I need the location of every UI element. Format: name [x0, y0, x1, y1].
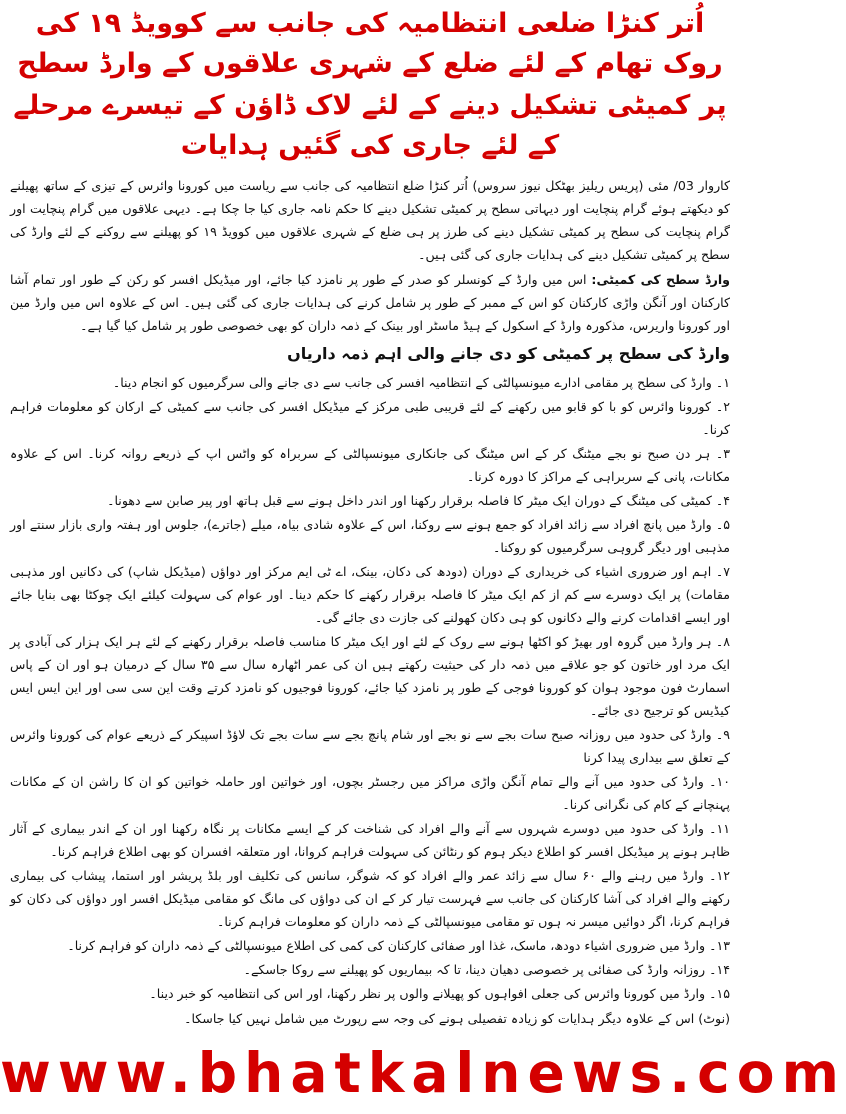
responsibilities-heading: وارڈ کی سطح پر کمیٹی کو دی جانے والی اہم ذمہ داریاں: [287, 344, 730, 363]
article-body: [10, 174, 730, 1030]
responsibility-item: ۷۔ اہم اور ضروری اشیاء کی خریداری کے دوران (دودھ کی دکان، بینک، اے ٹی ایم مرکز اور دواؤں (میڈیکل شاپ) کی دکانیں اور مذہبی مقامات) پر ایک دوسرے سے کم از کم ایک میٹر کا فاصلہ برقرار رکھنے کا حکم دینا۔ اور عوام کی سہولت کیلئے ایک چوکٹا بھی بنایا جائے اور ایسے اقدامات کرنے والے دکانوں کو ہی دکان کھولنے کی جازت دی جائے گی۔: [10, 564, 730, 625]
responsibility-item: ۳۔ ہر دن صبح نو بجے میٹنگ کر کے اس میٹنگ کی جانکاری میونسپالٹی کے سربراہ کو واٹس اپ کے ذریعے روانہ کرنا۔ اس کے علاوہ مکانات، پانی کے سربراہی کے مراکز کا دورہ کرنا۔: [10, 446, 730, 484]
responsibility-item: ۴۔ کمیٹی کی میٹنگ کے دوران ایک میٹر کا فاصلہ برقرار رکھنا اور اندر داخل ہونے سے قبل ہاتھ اور پیر صابن سے دھونا۔: [107, 493, 730, 508]
responsibility-item: ۹۔ وارڈ کی حدود میں روزانہ صبح سات بجے سے نو بجے اور شام پانچ بجے سے سات بجے تک لاؤڈ اسپیکر کے ذریعے عوام کی کورونا وائرس کے تعلق سے بیداری پیدا کرنا: [10, 727, 730, 765]
committee-text: اس میں وارڈ کے کونسلر کو صدر کے طور پر نامزد کیا جائے، اور میڈیکل افسر کو رکن کے طور اور تمام آشا کارکنان اور آنگن واڑی کارکنان کو اس کے ممبر کے طور پر شامل کرنے کی ہدایات جاری کی گئی ہیں۔ اس کے علاوہ اس میں وارڈ مین اور کورونا واریرس، مذکورہ وارڈ کے اسکول کے ہیڈ ماسٹر اور بینک کے ذمہ داران کو بھی خصوصی طور پر شامل کیا گیا ہے۔: [10, 272, 730, 333]
responsibility-item: ۲۔ کورونا وائرس کو با کو قابو میں رکھنے کے لئے قریبی طبی مرکز کے میڈیکل افسر کی جانب سے کمیٹی کے ارکان کو معلومات فراہم کرنا۔: [10, 399, 730, 437]
committee-label: وارڈ سطح کی کمیٹی:: [591, 272, 731, 287]
headline-line-1: اُتر کنڑا ضلعی انتظامیہ کی جانب سے کوویڈ ۱۹ کی روک تھام کے لئے ضلع کے شہری علاقوں کے وارڈ سطح: [17, 8, 723, 79]
note-paragraph: (نوٹ) اس کے علاوہ دیگر ہدایات کو زیادہ تفصیلی ہونے کی وجہ سے رپورٹ میں شامل نہیں کیا جاسکا۔: [184, 1011, 730, 1026]
headline-line-2: پر کمیٹی تشکیل دینے کے لئے لاک ڈاؤن کے تیسرے مرحلے کے لئے جاری کی گئیں ہدایات: [13, 90, 727, 161]
intro-paragraph: کاروار 03/ مئی (پریس ریلیز بھٹکل نیوز سروس) اُتر کنڑا ضلع انتظامیہ کی جانب سے ریاست میں کورونا وائرس کے تیزی کے ساتھ پھیلنے کو دیکھتے ہوئے گرام پنچایت اور دیہاتی سطح پر کمیٹی تشکیل دینے کا حکم نامہ جاری کیا جا چکا ہے۔ دیہی علاقوں میں گرام پنچایت اور گرام پنچایت کی سطح پر کمیٹی تشکیل دینے کی طرز پر ہی ضلع کے شہری علاقوں میں کوویڈ ۱۹ کو پھیلنے سے روکنے کے لئے وارڈ کی سطح پر کمیٹی تشکیل دینے کی ہدایات جاری کی گئی ہیں۔: [10, 178, 730, 262]
responsibility-item: ۱۲۔ وارڈ میں رہنے والے ۶۰ سال سے زائد عمر والے افراد کو کہ شوگر، سانس کی تکلیف اور بلڈ پریشر اور استما، پیشاب کی بیماری رکھنے والے افراد کی آشا کارکنان کی جانب سے فہرست تیار کر کے ان کی دواؤں کی مانگ کو مقامی میڈیکل افسر اور دواؤں کی دکان کو فراہم کرنا، اگر دوائیں میسر نہ ہوں تو مقامی میونسپالٹی کے ذمہ داران کو معلومات فراہم کرنا۔: [10, 868, 730, 929]
responsibility-item: ۱۱۔ وارڈ کی حدود میں دوسرے شہروں سے آنے والے افراد کی شناخت کر کے ایسے مکانات پر نگاہ رکھنا اور ان کے اندر بیماری کے آثار ظاہر ہونے پر میڈیکل افسر کو اطلاع دیکر ہوم کو رنٹائن کی سہولت فراہم کروانا، اور متعلقہ افسران کو بھی اطلاع فراہم کرنا۔: [10, 821, 730, 859]
website-footer: www.bhatkalnews.com: [0, 1041, 846, 1105]
responsibility-item: ۱۰۔ وارڈ کی حدود میں آنے والے تمام آنگن واڑی مراکز میں رجسٹر بچوں، اور خواتین اور حاملہ خواتین کو ان کا راشن ان کے مکانات پہنچانے کے کام کی نگرانی کرنا۔: [10, 774, 730, 812]
committee-paragraph: [10, 268, 730, 337]
responsibility-item: ۸۔ ہر وارڈ میں گروہ اور بھیڑ کو اکٹھا ہونے سے روک کے لئے اور ایک میٹر کا مناسب فاصلہ برقرار رکھنے کے لئے ہر ایک ہزار کی آبادی پر ایک مرد اور خاتون کو جو علاقے میں ذمہ دار کی حیثیت رکھتے ہیں ان کی عمر اٹھارہ سال سے ۳۵ سال کے درمیان ہو اور ان کے پاس اسمارٹ فون موجود ہوان کو کورونا فوجی کے طور پر نامزد کیا جائے، کورونا فوجیوں کو نامزد کرتے وقت این سی سی اور این ایس ایس کیڈیس کو ترجیح دی جائے۔: [10, 634, 730, 718]
responsibility-item: ۵۔ وارڈ میں پانچ افراد سے زائد افراد کو جمع ہونے سے روکنا، اس کے علاوہ شادی بیاہ، میلے (جاترے)، جلوس اور ہفتہ واری بازار سنتے اور مذہبی اور دیگر گروہی سرگرمیوں کو روکنا۔: [10, 517, 730, 555]
responsibility-item: ۱۔ وارڈ کی سطح پر مقامی ادارے میونسپالٹی کے انتظامیہ افسر کی جانب سے دی جانے والی سرگرمیوں کو انجام دینا۔: [112, 375, 730, 390]
news-page: [0, 4, 846, 1114]
responsibility-item: ۱۳۔ وارڈ میں ضروری اشیاء دودھ، ماسک، غذا اور صفائی کارکنان کی کمی کی اطلاع میونسپالٹی کے ذمہ داران کو فراہم کرنا۔: [67, 938, 730, 953]
responsibilities-list: [10, 371, 730, 1005]
responsibility-item: ۱۵۔ وارڈ میں کورونا وائرس کی جعلی افواہوں کو پھیلانے والوں پر نظر رکھنا، اور اس کی انتظامیہ کو خبر دینا۔: [149, 986, 730, 1001]
responsibility-item: ۱۴۔ روزانہ وارڈ کی صفائی پر خصوصی دھیان دینا، تا کہ بیماریوں کو پھیلنے سے روکا جاسکے۔: [243, 962, 730, 977]
